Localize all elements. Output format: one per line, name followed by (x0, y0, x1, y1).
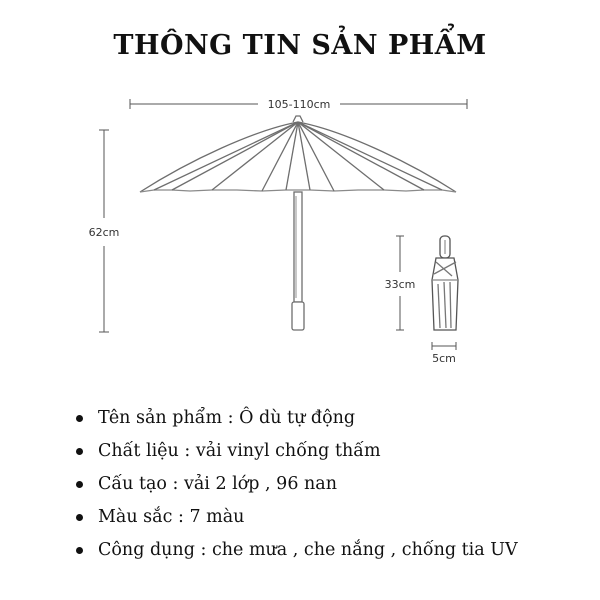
spec-item-name: Tên sản phẩm : Ô dù tự động (74, 402, 518, 435)
spec-value: vải 2 lớp , 96 nan (183, 474, 337, 494)
folded-width-label: 5cm (432, 352, 456, 365)
folded-umbrella (432, 236, 458, 330)
spec-value: 7 màu (189, 507, 245, 527)
spec-label: Màu sắc (98, 507, 173, 527)
spec-item-structure: Cấu tạo : vải 2 lớp , 96 nan (74, 468, 518, 501)
folded-width-dimension (432, 342, 456, 350)
width-dimension-label: 105-110cm (267, 98, 331, 111)
spec-value: vải vinyl chống thấm (195, 441, 381, 461)
bullet-icon (76, 547, 83, 554)
page-title: THÔNG TIN SẢN PHẨM (113, 30, 487, 61)
height-dimension-label: 62cm (88, 226, 120, 239)
spec-item-colors: Màu sắc : 7 màu (74, 501, 518, 534)
folded-length-label: 33cm (384, 278, 416, 291)
spec-item-uses: Công dụng : che mưa , che nắng , chống tia UV (74, 534, 518, 567)
spec-label: Chất liệu (98, 441, 179, 461)
spec-label: Cấu tạo (98, 474, 167, 494)
spec-label: Tên sản phẩm (98, 408, 223, 428)
spec-item-material: Chất liệu : vải vinyl chống thấm (74, 435, 518, 468)
bullet-icon (76, 448, 83, 455)
open-umbrella (140, 116, 456, 330)
spec-label: Công dụng (98, 540, 195, 560)
bullet-icon (76, 415, 83, 422)
spec-list (74, 402, 518, 567)
bullet-icon (76, 481, 83, 488)
spec-value: che mưa , che nắng , chống tia UV (211, 540, 518, 560)
spec-value: Ô dù tự động (239, 408, 356, 428)
bullet-icon (76, 514, 83, 521)
